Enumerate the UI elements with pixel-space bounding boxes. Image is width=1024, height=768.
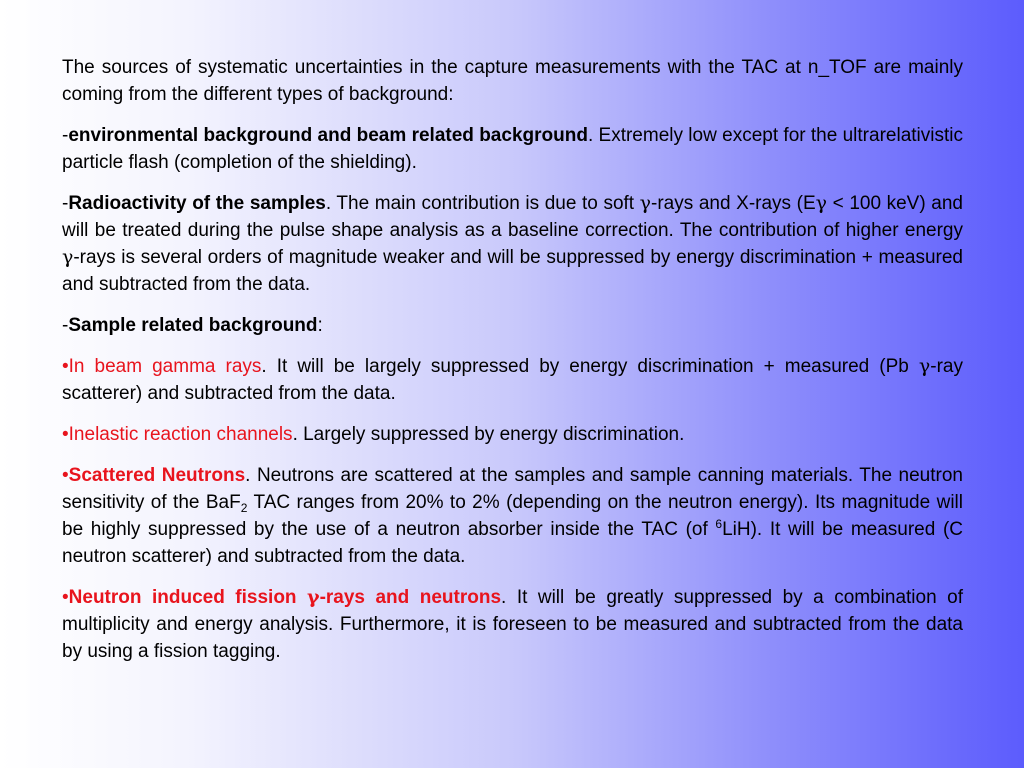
gamma-symbol: γ <box>815 192 828 214</box>
in-beam-gamma-text: -ray scatterer) and subtracted from the data. <box>62 356 963 404</box>
radioactivity-title: Radioactivity of the samples <box>68 193 326 214</box>
environmental-background-paragraph <box>62 122 963 176</box>
fission-text: . It will be greatly suppressed by a combination of multiplicity and energy analysis. Furthermore, it is foreseen to be measured and subtracted from the data by using a fission tagging. <box>62 587 963 662</box>
radioactivity-text: . The main contribution is due to soft <box>325 193 640 214</box>
fission-title: Neutron induced fission <box>68 587 308 608</box>
gamma-symbol: γ <box>918 355 931 377</box>
radioactivity-text: -rays is several orders of magnitude weaker and will be suppressed by energy discrimination + measured and subtracted from the data. <box>62 247 963 295</box>
in-beam-gamma-text: . It will be largely suppressed by energy discrimination + measured (Pb <box>261 356 919 377</box>
intro-paragraph <box>62 54 963 108</box>
bullet: • <box>62 587 69 608</box>
environmental-background-title: environmental background and beam related background <box>68 125 588 146</box>
scattered-neutrons-title: Scattered Neutrons <box>68 465 246 486</box>
slide-body <box>62 54 963 679</box>
gamma-symbol: γ <box>639 192 652 214</box>
inelastic-title: •Inelastic reaction channels <box>62 424 293 445</box>
intro-text: The sources of systematic uncertainties in the capture measurements with the TAC at n_TOF are mainly coming from the different types of background: <box>62 57 963 105</box>
fission-title: -rays and neutrons <box>319 587 502 608</box>
inelastic-text: . Largely suppressed by energy discrimination. <box>292 424 685 445</box>
gamma-symbol: γ <box>62 246 74 268</box>
environmental-background-text: . Extremely low except for the ultrarelativistic particle flash (completion of the shielding). <box>62 125 963 173</box>
scattered-neutrons-text: TAC ranges from 20% to 2% (depending on the neutron energy). Its magnitude will be highly suppressed by the use of a neutron absorber inside the TAC (of <box>62 492 963 540</box>
dash: - <box>62 315 69 336</box>
superscript-6: 6 <box>715 517 723 531</box>
radioactivity-text: < 100 keV) and will be treated during the pulse shape analysis as a baseline correction. The contribution of higher energy <box>62 193 963 241</box>
colon: : <box>317 315 323 336</box>
scattered-neutrons-text: . Neutrons are scattered at the samples and sample canning materials. The neutron sensitivity of the BaF <box>62 465 963 513</box>
dash: - <box>62 193 69 214</box>
in-beam-gamma-title: •In beam gamma rays <box>62 356 262 377</box>
fission-paragraph <box>62 584 963 665</box>
subscript-2: 2 <box>240 501 248 515</box>
radioactivity-paragraph <box>62 190 963 298</box>
bullet: • <box>62 465 69 486</box>
gamma-symbol: γ <box>307 586 320 608</box>
sample-background-paragraph <box>62 312 963 339</box>
scattered-neutrons-text: LiH). It will be measured (C neutron scatterer) and subtracted from the data. <box>62 519 964 567</box>
radioactivity-text: -rays and X-rays (E <box>651 193 816 214</box>
inelastic-paragraph <box>62 421 963 448</box>
scattered-neutrons-paragraph <box>62 462 963 570</box>
in-beam-gamma-paragraph <box>62 353 963 407</box>
sample-background-title: Sample related background <box>68 315 318 336</box>
dash: - <box>62 125 69 146</box>
